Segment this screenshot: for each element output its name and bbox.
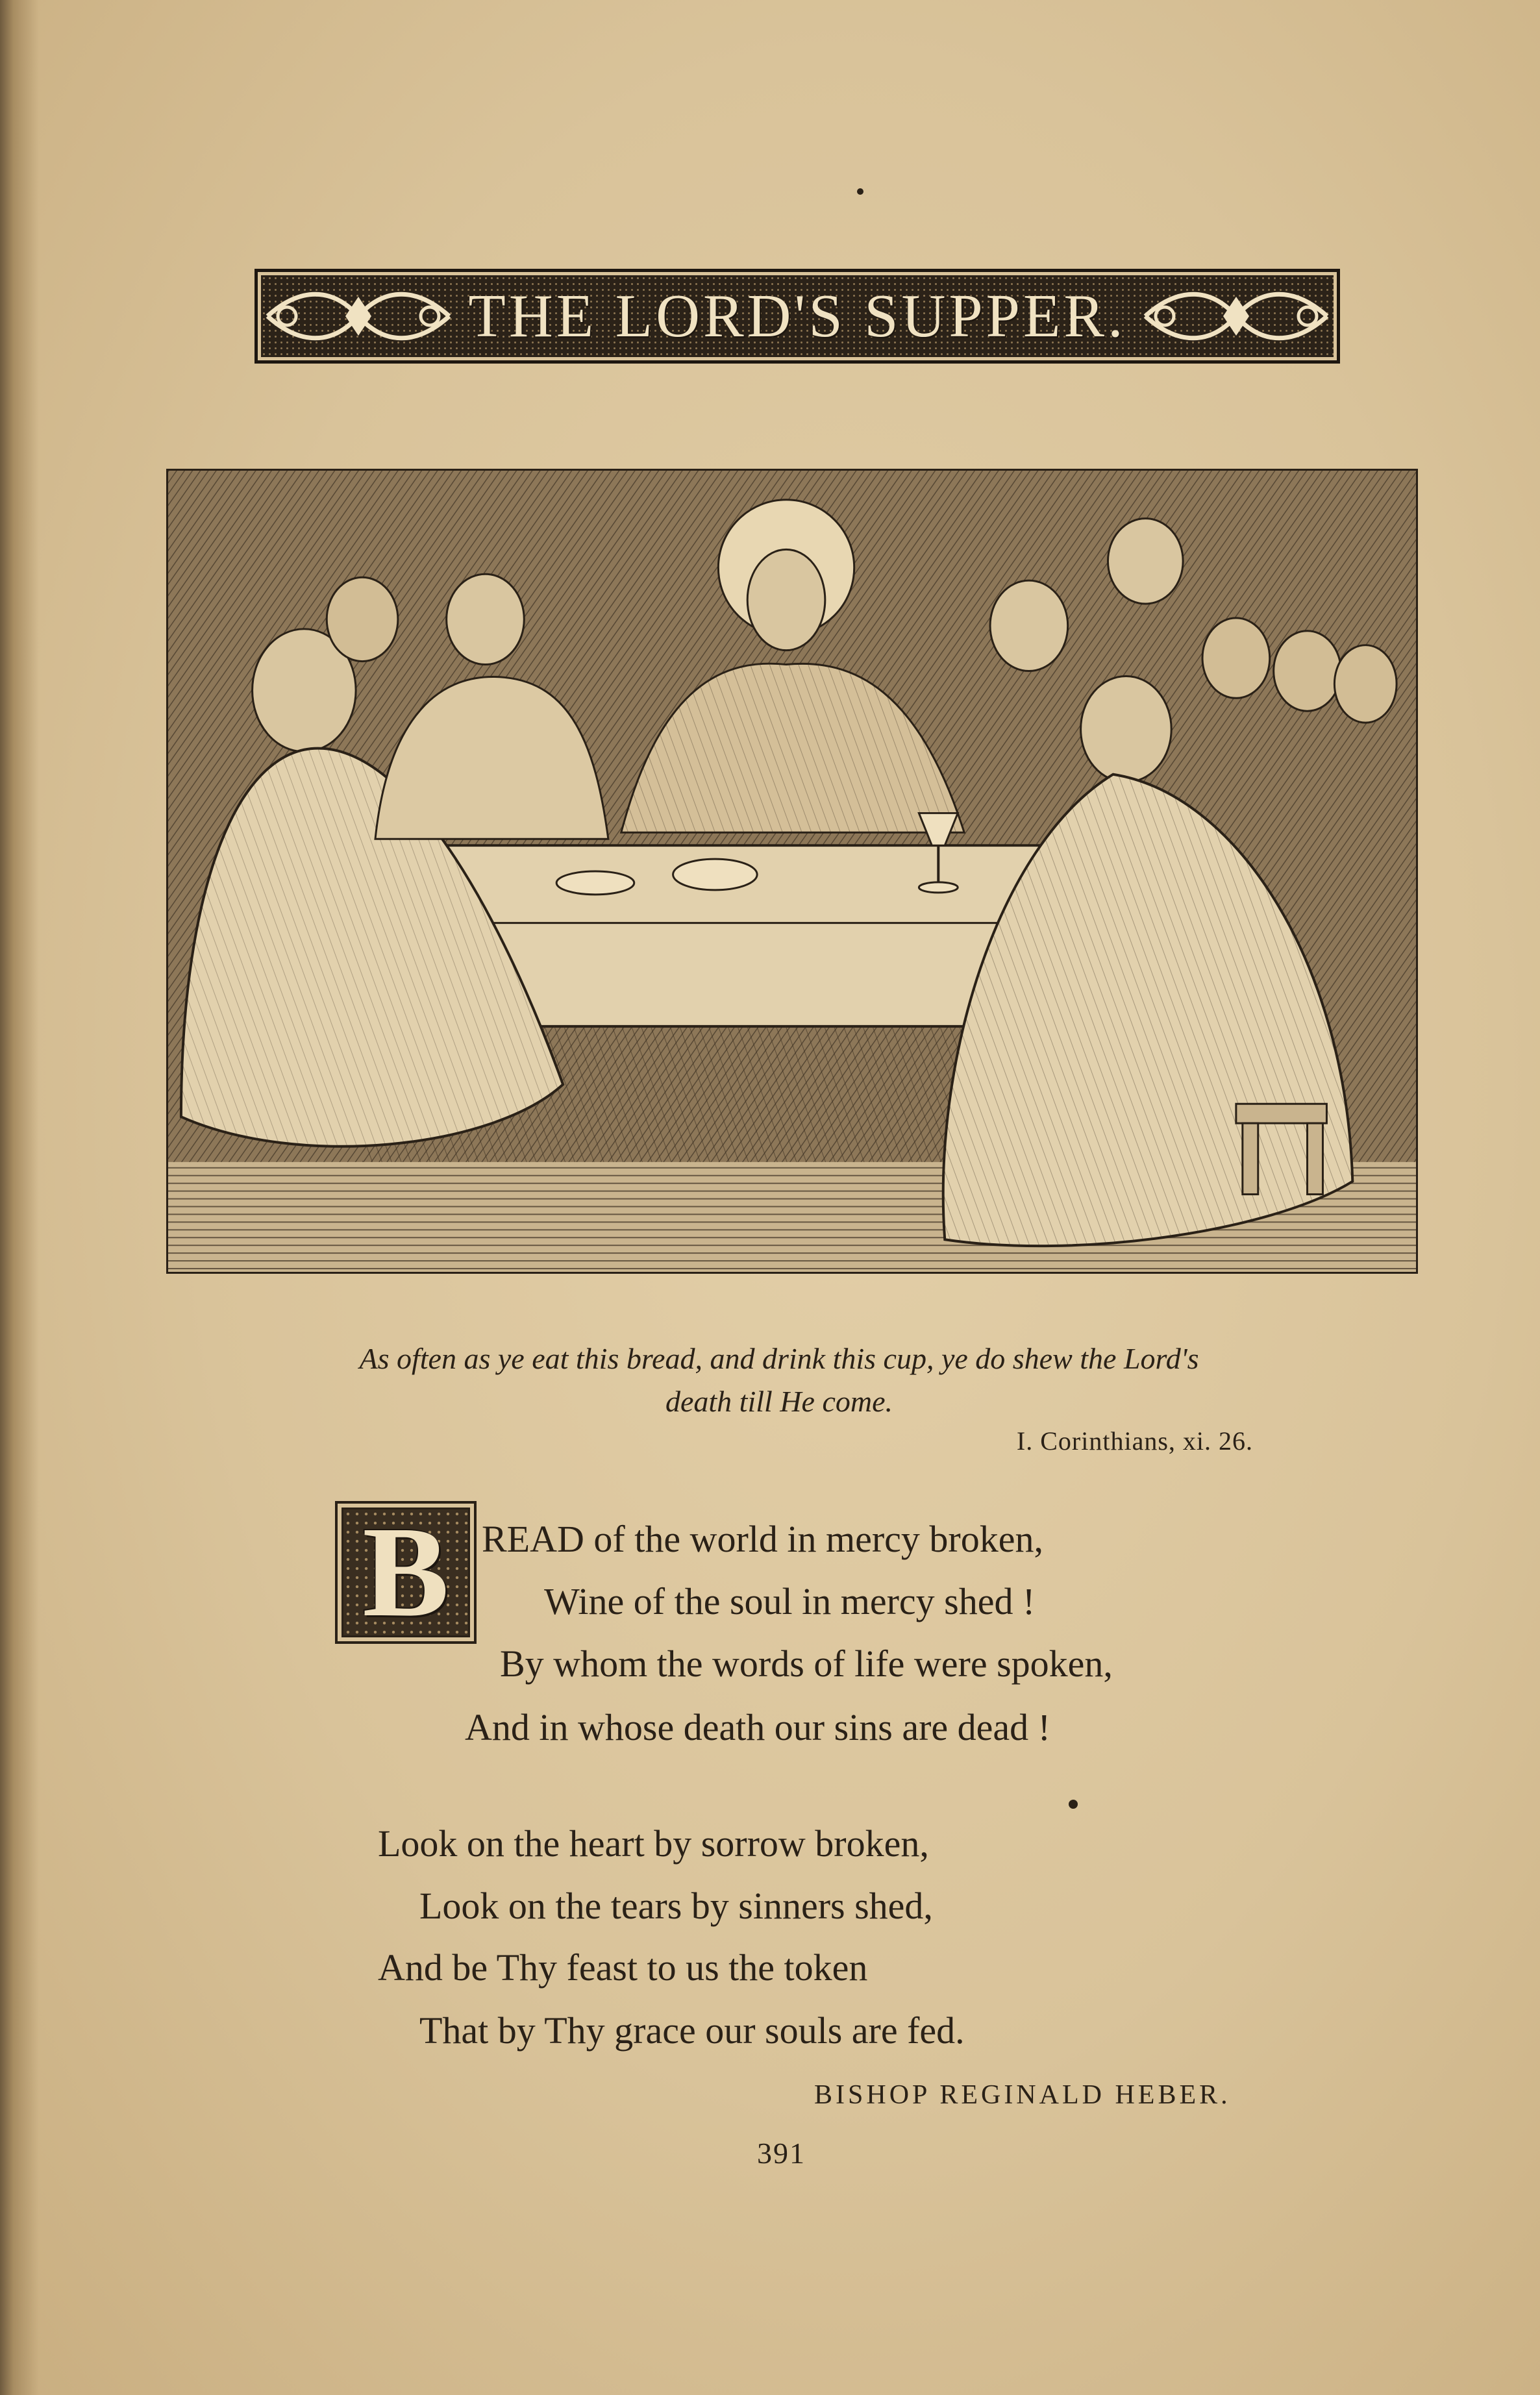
verse-line: And be Thy feast to us the token [378, 1946, 868, 1989]
ink-speck [857, 188, 863, 195]
verse-line: That by Thy grace our souls are fed. [419, 2009, 965, 2052]
drop-cap-letter: B [362, 1500, 449, 1644]
ink-speck [1069, 1800, 1078, 1809]
title-banner-inner [261, 275, 1334, 357]
engraving-drawing [168, 471, 1416, 1272]
book-spine-shadow [0, 0, 39, 2395]
verse-line: By whom the words of life were spoken, [500, 1643, 1113, 1685]
title-banner [255, 269, 1340, 364]
verse-line: Look on the tears by sinners shed, [419, 1885, 933, 1927]
drop-cap [335, 1501, 477, 1644]
last-supper-engraving [166, 469, 1418, 1274]
page-number: 391 [757, 2137, 806, 2170]
scripture-citation: I. Corinthians, xi. 26. [1016, 1426, 1253, 1456]
epigraph-line-2: death till He come. [665, 1385, 893, 1418]
poem-author: BISHOP REGINALD HEBER. [814, 2080, 1231, 2110]
left-scroll-ornament [261, 280, 456, 352]
drop-cap-ornament [342, 1500, 470, 1644]
epigraph [195, 1337, 1363, 1423]
verse-line: READ of the world in mercy broken, [482, 1518, 1043, 1560]
epigraph-line-1: As often as ye eat this bread, and drink this cup, ye do shew the Lord's [359, 1342, 1199, 1375]
verse-line: And in whose death our sins are dead ! [465, 1706, 1050, 1748]
right-scroll-ornament [1139, 280, 1334, 352]
page-title: THE LORD'S SUPPER. [468, 282, 1126, 350]
verse-line: Wine of the soul in mercy shed ! [544, 1580, 1036, 1622]
verse-line: Look on the heart by sorrow broken, [378, 1822, 929, 1865]
